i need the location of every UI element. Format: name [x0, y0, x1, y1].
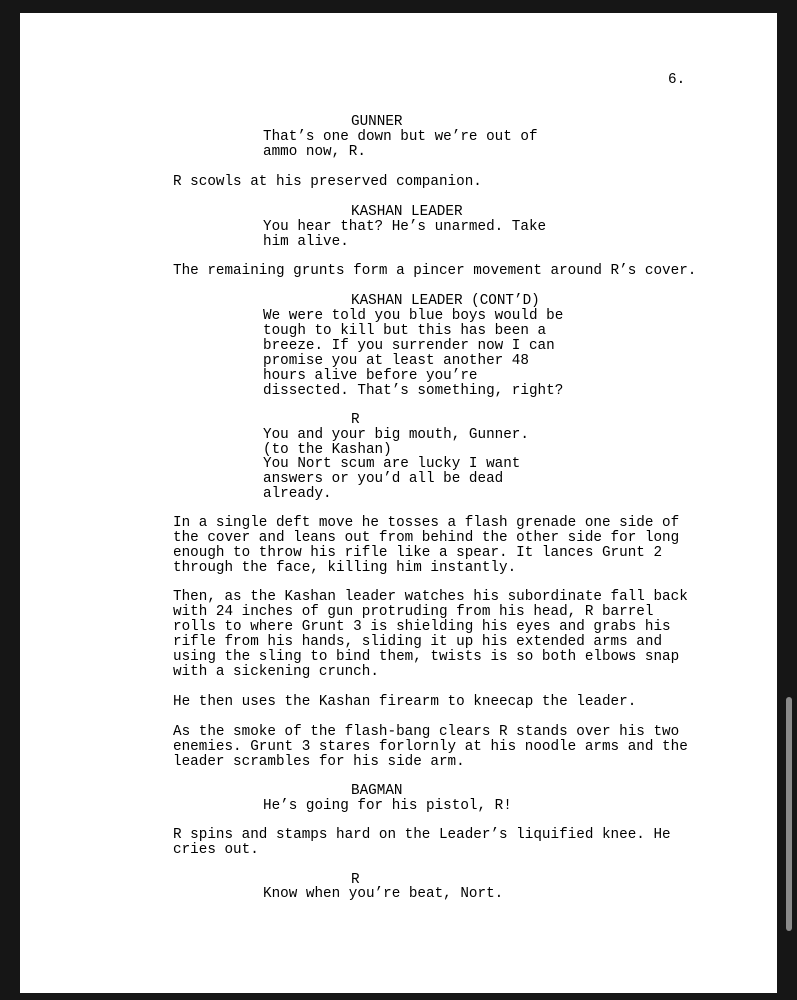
parenthetical: (to the Kashan) — [263, 442, 392, 458]
action-paragraph: R spins and stamps hard on the Leader’s liquified knee. He cries out. — [173, 827, 671, 858]
character-cue: R — [351, 412, 360, 428]
dialogue: That’s one down but we’re out of ammo now, R. — [263, 129, 538, 160]
vertical-scrollbar-thumb[interactable] — [786, 697, 792, 931]
character-cue: KASHAN LEADER (CONT’D) — [351, 293, 540, 309]
character-cue: R — [351, 872, 360, 888]
screenplay-page — [20, 13, 777, 993]
page-number: 6. — [668, 72, 686, 88]
dialogue: You Nort scum are lucky I want answers or you’d all be dead already. — [263, 456, 521, 502]
character-cue: KASHAN LEADER — [351, 204, 463, 220]
dialogue: He’s going for his pistol, R! — [263, 798, 512, 814]
action-line: The remaining grunts form a pincer movement around R’s cover. — [173, 263, 697, 279]
character-cue: GUNNER — [351, 114, 403, 130]
dialogue: You and your big mouth, Gunner. — [263, 427, 529, 443]
action-line: He then uses the Kashan firearm to kneecap the leader. — [173, 694, 637, 710]
dialogue: Know when you’re beat, Nort. — [263, 886, 504, 902]
action-paragraph: As the smoke of the flash-bang clears R stands over his two enemies. Grunt 3 stares forlornly at his noodle arms and the leader scrambles for his side arm. — [173, 724, 688, 770]
action-paragraph: In a single deft move he tosses a flash grenade one side of the cover and leans out from behind the other side for long enough to throw his rifle like a spear. It lances Grunt 2 through the face, killing him instantly. — [173, 515, 680, 576]
dialogue: You hear that? He’s unarmed. Take him alive. — [263, 219, 547, 250]
action-paragraph: Then, as the Kashan leader watches his subordinate fall back with 24 inches of gun protruding from his head, R barrel rolls to where Grunt 3 is shielding his eyes and grabs his rifle from his hands, sliding it up his extended arms and using the sling to bind them, twists is so both elbows snap with a sickening crunch. — [173, 589, 688, 680]
character-cue: BAGMAN — [351, 783, 403, 799]
action-line: R scowls at his preserved companion. — [173, 174, 482, 190]
dialogue: We were told you blue boys would be tough to kill but this has been a breeze. If you surrender now I can promise you at least another 48 hours alive before you’re dissected. That’s something, right? — [263, 308, 564, 399]
